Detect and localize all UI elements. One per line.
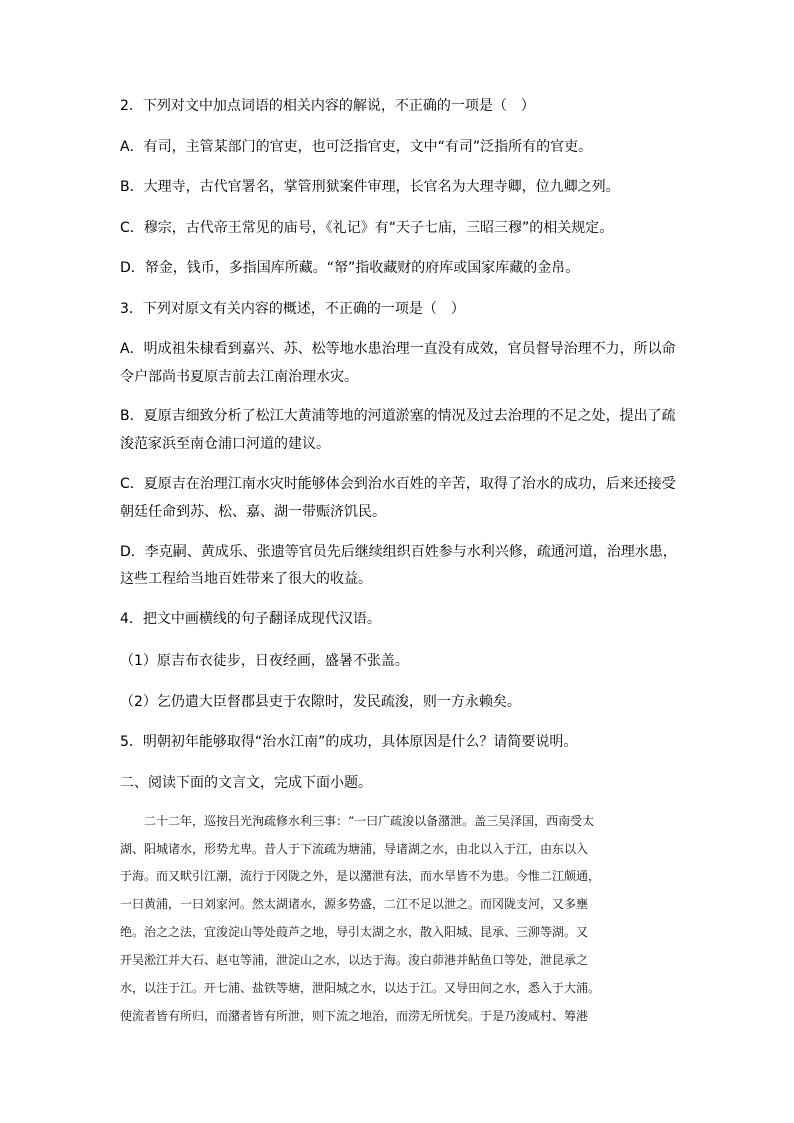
q4-stem: 4．把文中画横线的句子翻译成现代汉语。 xyxy=(120,611,381,627)
q3-option-a-line2: 令户部尚书夏原吉前去江南治理水灾。 xyxy=(120,369,358,385)
q5-stem: 5．明朝初年能够取得“治水江南”的成功，具体原因是什么？请简要说明。 xyxy=(120,734,578,750)
q2-option-d: D．帑金，钱币，多指国库所藏。“帑”指收藏财的府库或国家库藏的金帛。 xyxy=(120,260,580,276)
q3-option-d-line1: D．李克嗣、黄成乐、张遗等官员先后继续组织百姓参与水利兴修，疏通河道，治理水患， xyxy=(120,544,677,560)
q3-stem: 3．下列对原文有关内容的概述，不正确的一项是（ ） xyxy=(120,301,465,317)
q2-stem: 2．下列对文中加点词语的相关内容的解说，不正确的一项是（ ） xyxy=(120,98,535,114)
q2-option-b: B．大理寺，古代官署名，掌管刑狱案件审理，长官名为大理寺卿，位九卿之列。 xyxy=(120,179,620,195)
q3-option-b-line1: B．夏原吉细致分析了松江大黄浦等地的河道淤塞的情况及过去治理的不足之处，提出了疏 xyxy=(120,408,676,424)
passage-line-8: 使流者皆有所归，而潴者皆有所泄，则下流之地治，而涝无所忧矣。于是乃浚咸村、筹港 xyxy=(120,1009,589,1023)
passage-line-5: 绝。治之之法，宜浚淀山等处葭芦之地，导引太湖之水，散入阳城、昆承、三泖等湖。又 xyxy=(120,925,589,939)
passage-line-2: 湖、阳城诸水，形势尤卑。昔人于下流疏为塘浦，导诸湖之水，由北以入于江，由东以入 xyxy=(120,842,589,856)
q2-option-a: A．有司，主管某部门的官吏，也可泛指官吏，文中“有司”泛指所有的官吏。 xyxy=(120,139,593,155)
q4-item-2: （2）乞仍遣大臣督郡县吏于农隙时，发民疏浚，则一方永赖矣。 xyxy=(120,694,521,710)
q3-option-d-line2: 这些工程给当地百姓带来了很大的收益。 xyxy=(120,571,372,587)
passage-line-7: 水，以注于江。开七浦、盐铁等塘，泄阳城之水，以达于江。又导田间之水，悉入于大浦。 xyxy=(120,981,601,995)
section-2-heading: 二、阅读下面的文言文，完成下面小题。 xyxy=(120,775,372,791)
passage-line-6: 开吴淞江并大石、赵屯等浦，泄淀山之水，以达于海。浚白茆港并鲇鱼口等处，泄昆承之 xyxy=(120,953,589,967)
passage-line-3: 于海。而又畎引江潮，流行于冈陇之外，是以潴泄有法，而水旱皆不为患。今惟二江颇通， xyxy=(120,869,601,883)
q4-item-1: （1）原吉布衣徒步，日夜经画，盛暑不张盖。 xyxy=(120,653,409,669)
passage-line-1: 二十二年，巡按吕光洵疏修水利三事：“一曰广疏浚以备潴泄。盖三吴泽国，西南受太 xyxy=(120,814,595,828)
q2-option-c: C．穆宗，古代帝王常见的庙号，《礼记》有“天子七庙，三昭三穆”的相关规定。 xyxy=(120,220,614,236)
q3-option-c-line2: 朝廷任命到苏、松、嘉、湖一带赈济饥民。 xyxy=(120,504,386,520)
q3-option-a-line1: A．明成祖朱棣看到嘉兴、苏、松等地水患治理一直没有成效，官员督导治理不力，所以命 xyxy=(120,341,676,357)
q3-option-c-line1: C．夏原吉在治理江南水灾时能够体会到治水百姓的辛苦，取得了治水的成功，后来还接受 xyxy=(120,476,676,492)
passage-line-4: 一曰黄浦，一曰刘家河。然太湖诸水，源多势盛，二江不足以泄之。而冈陇支河，又多壅 xyxy=(120,897,589,911)
q3-option-b-line2: 浚范家浜至南仓浦口河道的建议。 xyxy=(120,436,330,452)
